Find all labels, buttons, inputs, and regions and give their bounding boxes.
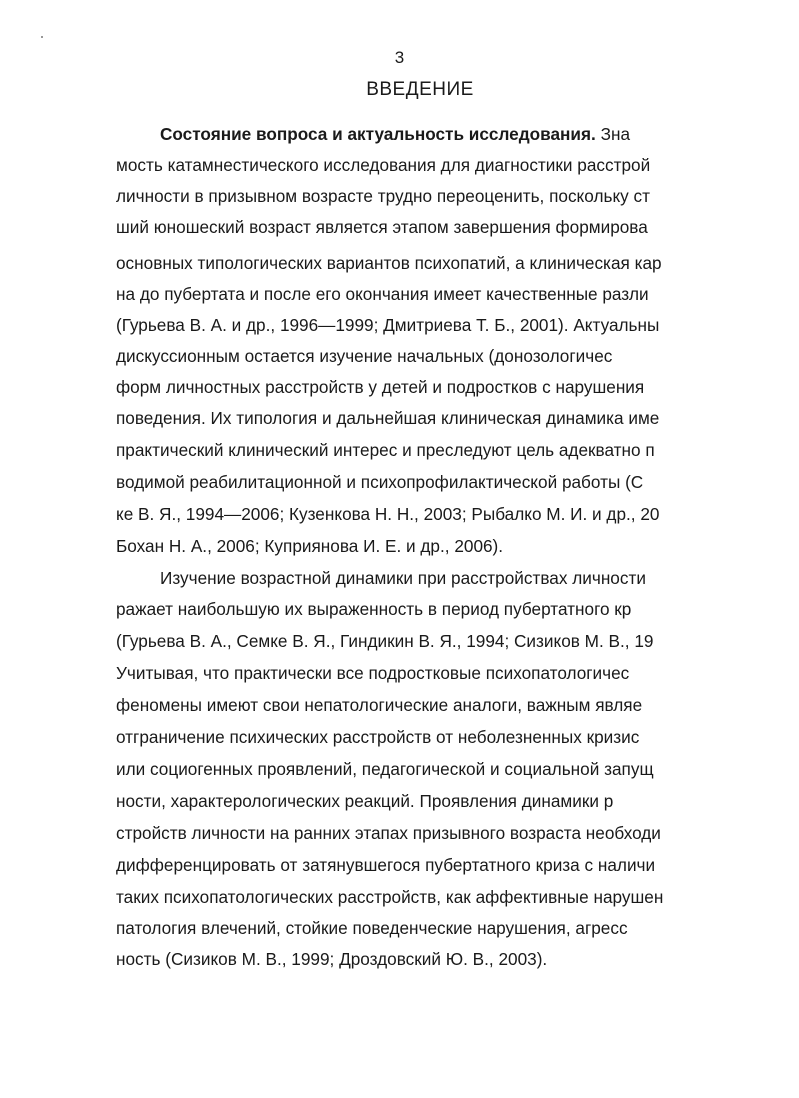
paragraph-line: водимой реабилитационной и психопрофилактической работы (С bbox=[116, 472, 644, 492]
paragraph-line: дифференцировать от затянувшегося пубертатного криза с наличи bbox=[116, 855, 656, 875]
paragraph-line: ший юношеский возраст является этапом завершения формирова bbox=[116, 217, 648, 237]
paragraph-line: ке В. Я., 1994—2006; Кузенкова Н. Н., 2003; Рыбалко М. И. и др., 20 bbox=[116, 504, 660, 524]
paragraph-lead-tail: Зна bbox=[595, 124, 631, 144]
paragraph-line: ности, характерологических реакций. Проявления динамики р bbox=[116, 791, 614, 811]
paragraph-line: мость катамнестического исследования для диагностики расстрой bbox=[116, 155, 651, 175]
paragraph-line: Изучение возрастной динамики при расстройствах личности bbox=[160, 568, 646, 588]
paragraph-line: личности в призывном возрасте трудно переоценить, поскольку ст bbox=[116, 186, 650, 206]
paragraph-line: поведения. Их типология и дальнейшая клиническая динамика име bbox=[116, 408, 660, 428]
paragraph-line: практический клинический интерес и преследуют цель адекватно п bbox=[116, 440, 655, 460]
paragraph-line: ность (Сизиков М. В., 1999; Дроздовский Ю. В., 2003). bbox=[116, 949, 548, 969]
paragraph-line: на до пубертата и после его окончания имеет качественные разли bbox=[116, 284, 649, 304]
scan-speck bbox=[41, 36, 43, 38]
paragraph-line: Бохан Н. А., 2006; Куприянова И. Е. и др., 2006). bbox=[116, 536, 504, 556]
page-number: 3 bbox=[394, 48, 405, 67]
paragraph-line: патология влечений, стойкие поведенческие нарушения, агресс bbox=[116, 918, 628, 938]
paragraph-line: форм личностных расстройств у детей и подростков с нарушения bbox=[116, 377, 645, 397]
paragraph-line: (Гурьева В. А. и др., 1996—1999; Дмитриева Т. Б., 2001). Актуальны bbox=[116, 315, 660, 335]
paragraph-line: Учитывая, что практически все подростковые психопатологичес bbox=[116, 663, 630, 683]
paragraph-line: отграничение психических расстройств от неболезненных кризис bbox=[116, 727, 640, 747]
paragraph-line bbox=[160, 123, 630, 145]
paragraph-lead: Состояние вопроса и актуальность исследования. bbox=[160, 124, 596, 144]
paragraph-line: (Гурьева В. А., Семке В. Я., Гиндикин В. Я., 1994; Сизиков М. В., 19 bbox=[116, 631, 654, 651]
section-heading: ВВЕДЕНИЕ bbox=[366, 79, 474, 100]
paragraph-line: дискуссионным остается изучение начальных (донозологичес bbox=[116, 346, 613, 366]
paragraph-line: феномены имеют свои непатологические аналоги, важным являе bbox=[116, 695, 643, 715]
paragraph-line: или социогенных проявлений, педагогической и социальной запущ bbox=[116, 759, 654, 779]
paragraph-line: основных типологических вариантов психопатий, а клиническая кар bbox=[116, 253, 662, 273]
paragraph-line: ражает наибольшую их выраженность в период пубертатного кр bbox=[116, 599, 632, 619]
paragraph-line: стройств личности на ранних этапах призывного возраста необходи bbox=[116, 823, 661, 843]
paragraph-line: таких психопатологических расстройств, как аффективные нарушен bbox=[116, 887, 664, 907]
